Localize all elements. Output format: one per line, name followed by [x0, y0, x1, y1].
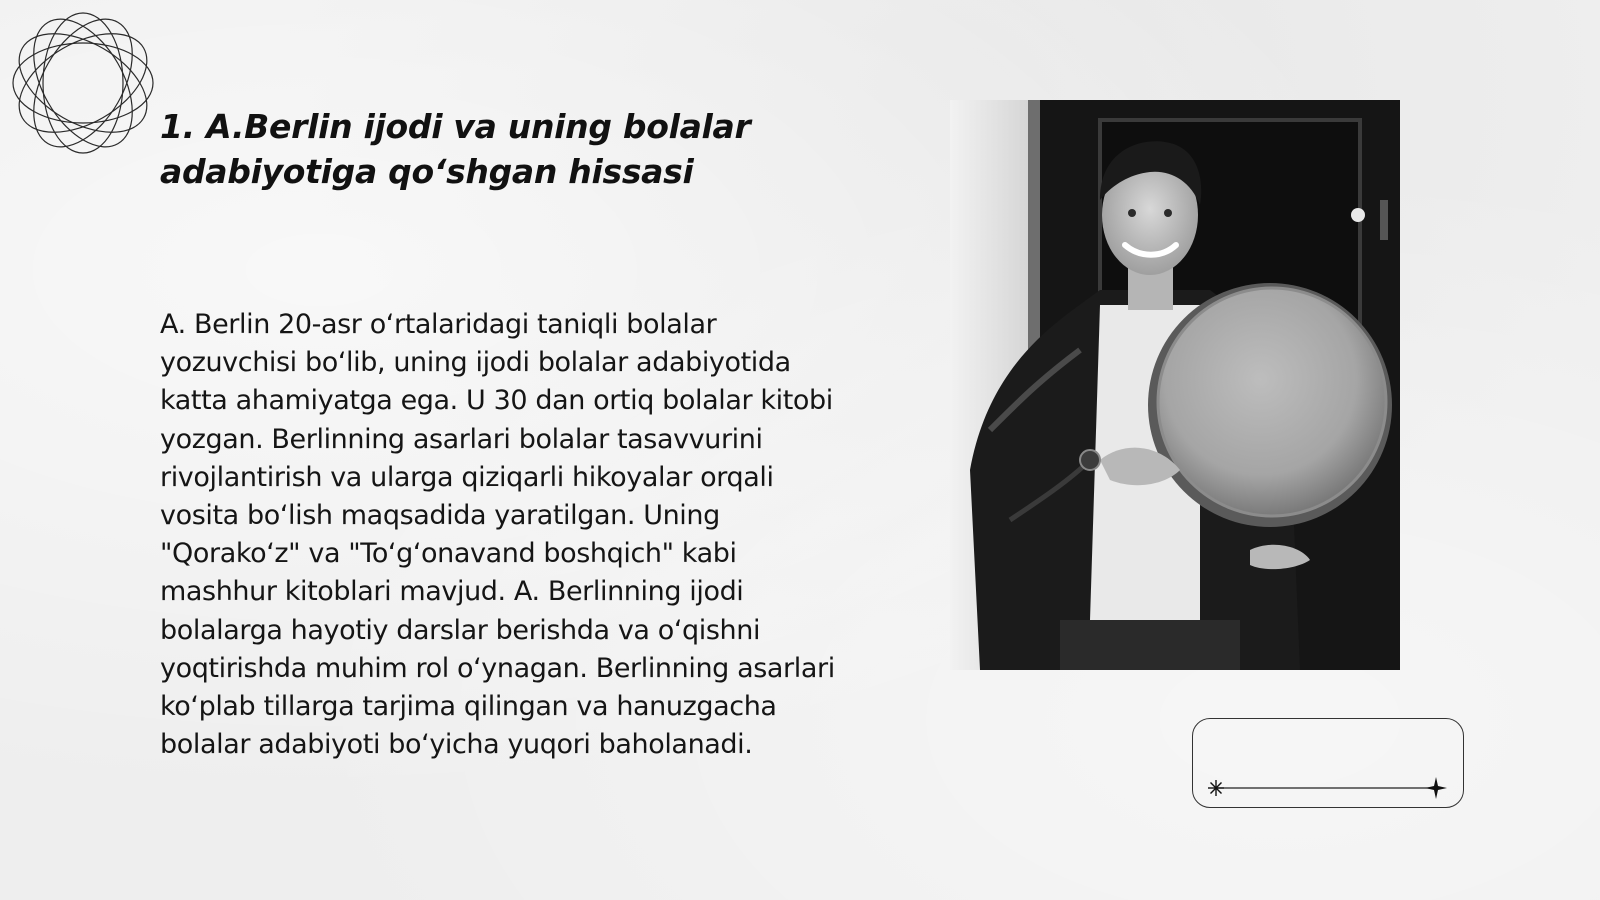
spirograph-rings-decoration — [8, 8, 158, 158]
slide-body-text: A. Berlin 20-asr o‘rtalaridagi taniqli bolalar yozuvchisi bo‘lib, uning ijodi bolalar adabiyotida katta ahamiyatga ega. U 30 dan ortiq bolalar kitobi yozgan. Berlinning asarlari bolalar tasavvurini rivojlantirish va ularga qiziqarli hikoyalar orqali vosita bo‘lish maqsadida yaratilgan. Uning "Qorako‘z" va "To‘g‘onavand boshqich" kabi mashhur kitoblari mavjud. A. Berlinning ijodi bolalarga hayotiy darslar berishda va o‘qishni yoqtirishda muhim rol o‘ynagan. Berlinning asarlari ko‘plab tillarga tarjima qilingan va hanuzgacha bolalar adabiyoti bo‘yicha yuqori baholanadi. — [160, 309, 835, 761]
portrait-photo-image — [950, 100, 1400, 670]
portrait-photo — [950, 100, 1400, 670]
starburst-icon — [1208, 780, 1224, 796]
slide-title: 1. A.Berlin ijodi va uning bolalar adabiyotiga qo‘shgan hissasi — [160, 107, 751, 191]
star-line-decoration — [1208, 776, 1448, 800]
sparkle-icon — [1425, 777, 1447, 799]
